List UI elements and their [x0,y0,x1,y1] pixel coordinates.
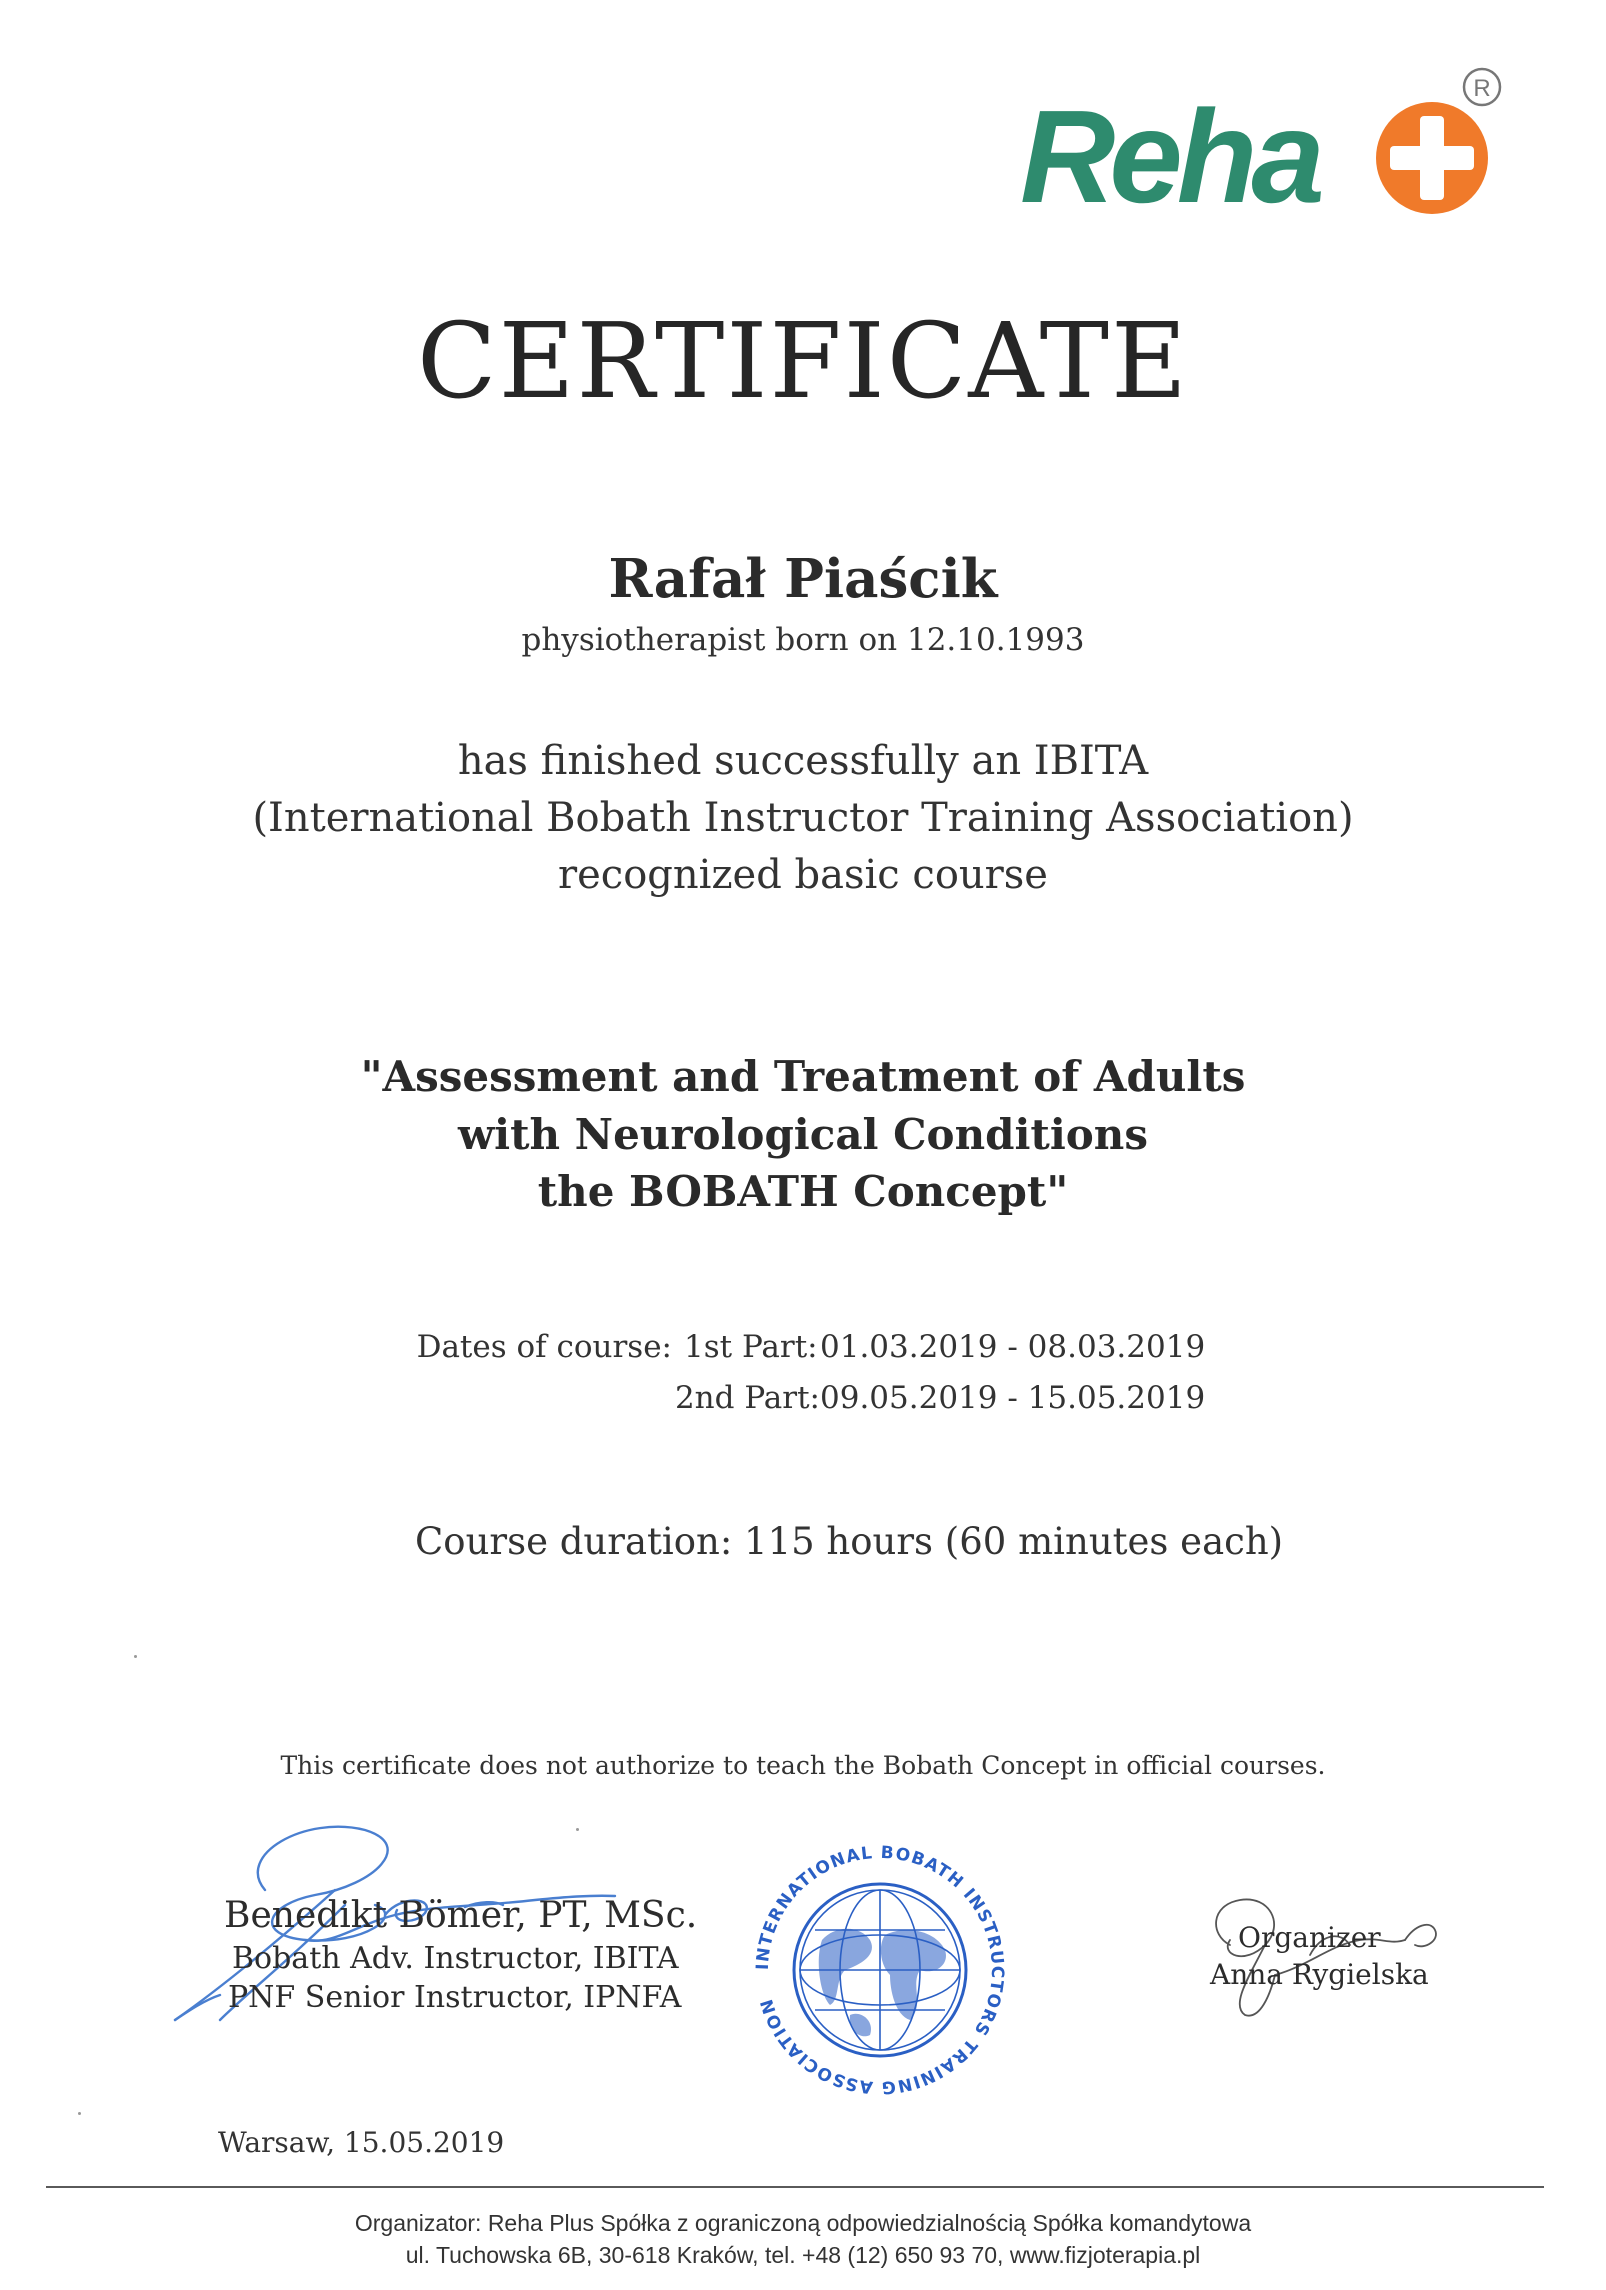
signatory-left-name: Benedikt Bömer, PT, MSc. [224,1895,698,1936]
registered-mark-letter: R [1473,75,1491,102]
signatory-right-name: Anna Rygielska [1210,1958,1429,1991]
dates-part2-label: 2nd Part: [674,1380,820,1416]
course-duration: Course duration: 115 hours (60 minutes each) [415,1520,1284,1563]
disclaimer: This certificate does not authorize to teach the Bobath Concept in official courses. [280,1751,1326,1780]
course-title-line: with Neurological Conditions [458,1110,1148,1159]
place-and-date: Warsaw, 15.05.2019 [218,2126,505,2159]
dates-part1-label: 1st Part: [684,1329,818,1365]
footer-organizer-line: Organizator: Reha Plus Spółka z ograniczoną odpowiedzialnością Spółka komandytowa [354,2210,1252,2236]
registered-mark-icon [1464,69,1500,105]
globe-continents [819,1929,946,2037]
recipient-name: Rafał Piaścik [608,548,998,610]
dates-label: Dates of course: [416,1329,672,1365]
logo-text: Reha [1020,83,1319,230]
footer-address-line: ul. Tuchowska 6B, 30-618 Kraków, tel. +48 (12) 650 93 70, www.fizjoterapia.pl [405,2242,1201,2268]
body-line: recognized basic course [558,852,1048,898]
scan-speck [134,1655,137,1658]
certificate-title: CERTIFICATE [417,300,1189,422]
dates-part1-value: 01.03.2019 - 08.03.2019 [820,1329,1206,1365]
scan-speck [78,2112,81,2115]
body-line: (International Bobath Instructor Training Association) [252,795,1354,841]
reha-plus-logo [1020,62,1520,232]
course-title-line: "Assessment and Treatment of Adults [360,1052,1246,1101]
body-line: has finished successfully an IBITA [457,738,1149,784]
signatory-left-title: PNF Senior Instructor, IPNFA [228,1980,682,2015]
scan-speck [576,1828,579,1831]
course-title-line: the BOBATH Concept" [537,1167,1069,1216]
ibita-stamp [740,1830,1020,2110]
signatory-left-title: Bobath Adv. Instructor, IBITA [232,1941,679,1976]
footer-divider [46,2186,1544,2188]
plus-circle-icon [1376,102,1488,214]
signatory-right-role: Organizer [1238,1921,1381,1954]
dates-part2-value: 09.05.2019 - 15.05.2019 [820,1380,1206,1416]
recipient-subtitle: physiotherapist born on 12.10.1993 [521,622,1085,658]
stamp-circular-text: INTERNATIONAL BOBATH INSTRUCTORS TRAINING ASSOCIATION [752,1842,1008,2098]
